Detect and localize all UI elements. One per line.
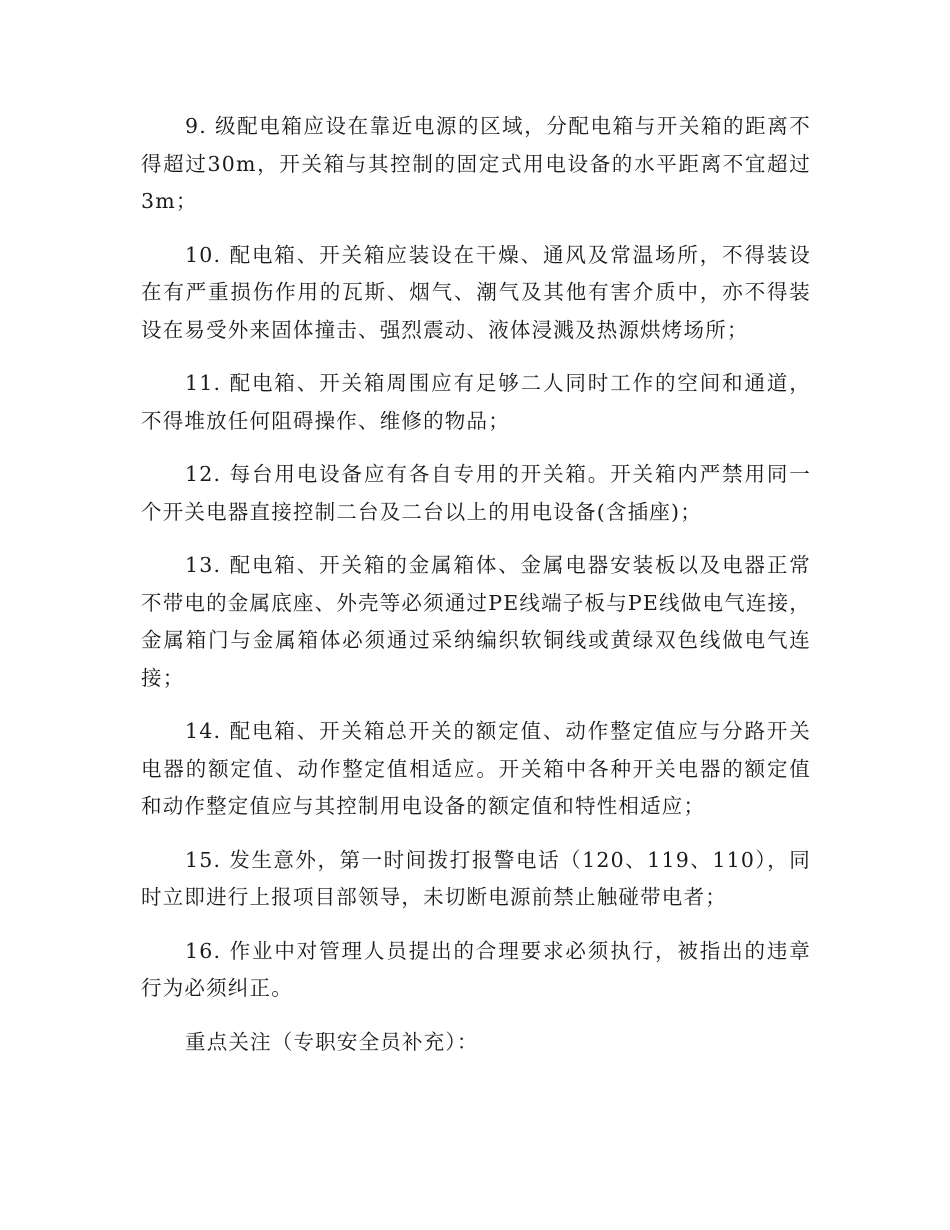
paragraph-item-15: 15. 发生意外，第一时间拨打报警电话（120、119、110），同时立即进行上报项目部领导，未切断电源前禁止触碰带电者； — [141, 847, 811, 909]
document-body — [141, 108, 811, 1061]
paragraph-item-12: 12. 每台用电设备应有各自专用的开关箱。开关箱内严禁用同一个开关电器直接控制二台及二台以上的用电设备(含插座)； — [141, 462, 811, 524]
paragraph-item-13: 13. 配电箱、开关箱的金属箱体、金属电器安装板以及电器正常不带电的金属底座、外壳等必须通过PE线端子板与PE线做电气连接，金属箱门与金属箱体必须通过采纳编织软铜线或黄绿双色线做电气连接； — [141, 553, 811, 690]
paragraph-item-10: 10. 配电箱、开关箱应装设在干燥、通风及常温场所，不得装设在有严重损伤作用的瓦斯、烟气、潮气及其他有害介质中，亦不得装设在易受外来固体撞击、强烈震动、液体浸溅及热源烘烤场所； — [141, 242, 811, 342]
paragraph-item-16: 16. 作业中对管理人员提出的合理要求必须执行，被指出的违章行为必须纠正。 — [141, 938, 811, 1000]
paragraph-item-9: 9. 级配电箱应设在靠近电源的区域，分配电箱与开关箱的距离不得超过30m，开关箱与其控制的固定式用电设备的水平距离不宜超过3m； — [141, 114, 811, 213]
section-heading-key-focus: 重点关注（专职安全员补充）： — [185, 1029, 479, 1054]
paragraph-item-14: 14. 配电箱、开关箱总开关的额定值、动作整定值应与分路开关电器的额定值、动作整定值相适应。开关箱中各种开关电器的额定值和动作整定值应与其控制用电设备的额定值和特性相适应； — [141, 719, 811, 818]
paragraph-item-11: 11. 配电箱、开关箱周围应有足够二人同时工作的空间和通道，不得堆放任何阻碍操作、维修的物品； — [141, 371, 811, 433]
